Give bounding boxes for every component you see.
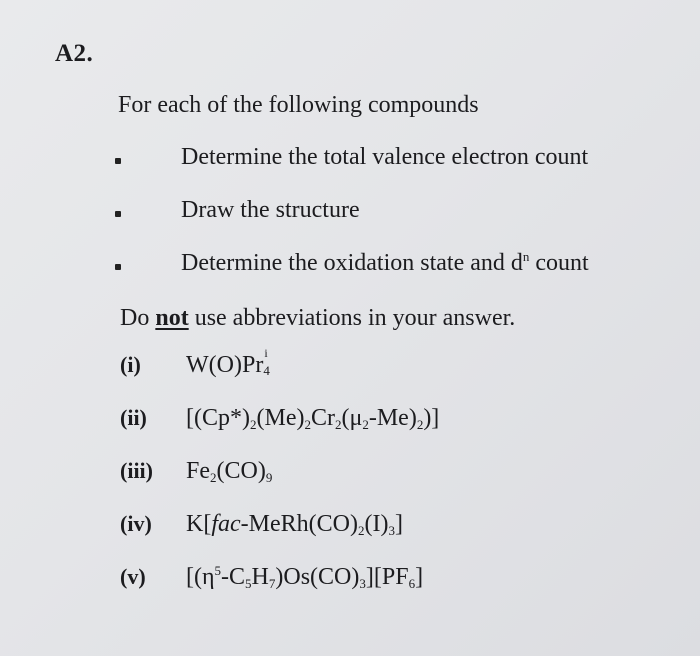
compound-label: (iv) bbox=[120, 511, 152, 536]
compound-formula bbox=[186, 458, 272, 485]
compound-label: (iii) bbox=[120, 458, 153, 483]
task-bullet-list bbox=[115, 142, 675, 301]
formula-part: (I) bbox=[364, 511, 389, 537]
subscript: 2 bbox=[334, 417, 342, 432]
subscript: 2 bbox=[304, 417, 311, 432]
subscript: 2 bbox=[210, 470, 217, 485]
compound-formula bbox=[186, 564, 423, 591]
compound-item bbox=[120, 509, 680, 562]
subscript: 3 bbox=[388, 523, 395, 538]
formula-part: )] bbox=[423, 405, 440, 431]
formula-part: Cr bbox=[310, 405, 335, 431]
subscript: 9 bbox=[265, 470, 273, 485]
bullet-item bbox=[115, 248, 675, 301]
formula-part: -Me) bbox=[368, 405, 417, 431]
compound-item bbox=[120, 403, 680, 456]
subscript: 2 bbox=[416, 417, 424, 432]
bullet-icon bbox=[115, 158, 121, 164]
instruction-emphasis: not bbox=[155, 305, 189, 331]
compound-formula bbox=[186, 346, 272, 379]
bullet-text: Determine the total valence electron count bbox=[181, 144, 589, 170]
formula-part: [(η bbox=[186, 564, 215, 590]
subscript: 2 bbox=[357, 523, 365, 538]
compound-item bbox=[120, 456, 680, 509]
formula-part: W(O)Pr bbox=[186, 352, 264, 378]
compound-label: (i) bbox=[120, 352, 141, 377]
formula-subsup bbox=[263, 346, 272, 378]
compound-item bbox=[120, 562, 680, 615]
instruction-before: Do bbox=[120, 305, 156, 331]
compound-label: (v) bbox=[120, 564, 146, 589]
formula-part: [(Cp*) bbox=[186, 405, 250, 431]
compound-formula bbox=[186, 405, 439, 432]
formula-part: -C bbox=[221, 564, 246, 590]
subscript: 6 bbox=[408, 576, 416, 591]
superscript: i bbox=[264, 346, 268, 360]
formula-part: ] bbox=[415, 564, 424, 590]
compound-item bbox=[120, 346, 680, 403]
question-number: A2. bbox=[55, 40, 94, 67]
subscript: 2 bbox=[249, 417, 257, 432]
formula-part: H bbox=[251, 564, 269, 590]
formula-part: (Me) bbox=[256, 405, 305, 431]
bullet-text-suffix: count bbox=[529, 250, 589, 276]
formula-part: ][PF bbox=[365, 564, 409, 590]
formula-part: (CO) bbox=[216, 458, 266, 484]
superscript: n bbox=[522, 249, 530, 264]
superscript: 5 bbox=[214, 563, 222, 578]
formula-part: K[ bbox=[186, 511, 212, 537]
formula-part: )Os(CO) bbox=[275, 564, 360, 590]
bullet-text bbox=[181, 250, 589, 277]
compound-list bbox=[120, 346, 680, 615]
bullet-text-main: Determine the oxidation state and d bbox=[181, 250, 523, 276]
subscript: 2 bbox=[362, 417, 369, 432]
question-intro: For each of the following compounds bbox=[118, 92, 479, 118]
bullet-icon bbox=[115, 264, 121, 270]
formula-part: -MeRh(CO) bbox=[240, 511, 358, 537]
subscript: 3 bbox=[359, 576, 366, 591]
instruction-text bbox=[120, 305, 515, 332]
formula-italic-part: fac bbox=[211, 511, 241, 537]
bullet-item bbox=[115, 142, 675, 195]
bullet-icon bbox=[115, 211, 121, 217]
compound-label: (ii) bbox=[120, 405, 147, 430]
bullet-item bbox=[115, 195, 675, 248]
subscript: 4 bbox=[263, 363, 270, 378]
subscript: 7 bbox=[268, 576, 276, 591]
instruction-after: use abbreviations in your answer. bbox=[188, 305, 516, 331]
formula-part: ] bbox=[394, 511, 403, 537]
formula-part: (μ bbox=[341, 405, 363, 431]
formula-part: Fe bbox=[186, 458, 210, 484]
compound-formula bbox=[186, 511, 403, 538]
bullet-text: Draw the structure bbox=[181, 197, 360, 223]
subscript: 5 bbox=[245, 576, 252, 591]
